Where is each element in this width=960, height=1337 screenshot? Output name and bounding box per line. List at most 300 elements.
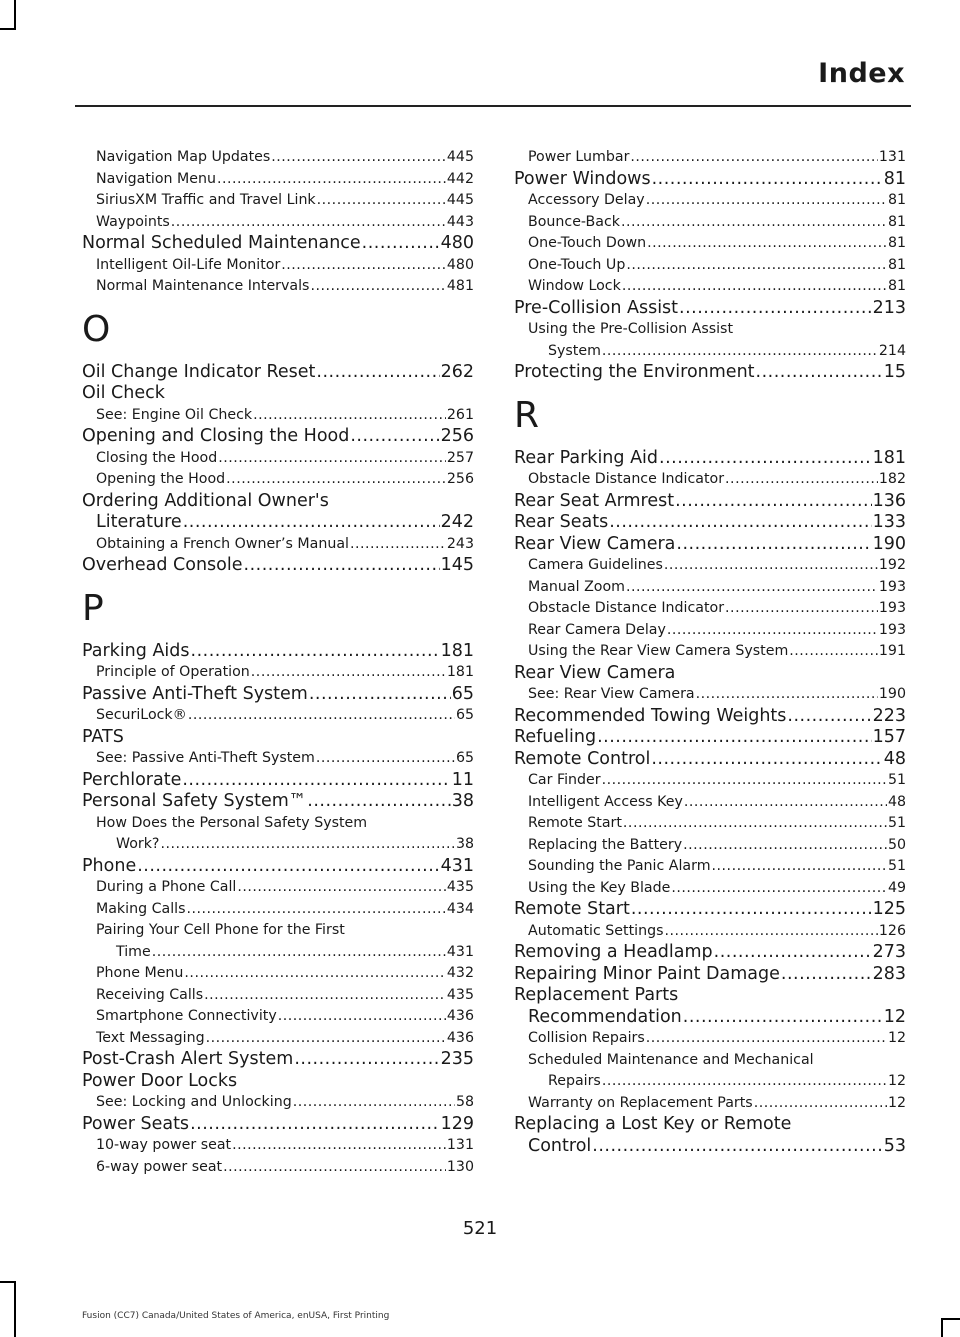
dot-leader — [671, 878, 887, 900]
page-reference: 48 — [883, 748, 906, 769]
entry-text: Parking Aids — [82, 640, 190, 661]
page-reference: 15 — [883, 362, 906, 382]
entry-text: Navigation Menu — [96, 170, 216, 187]
index-entry — [514, 534, 906, 556]
dot-leader — [293, 1092, 455, 1114]
entry-text: See: Rear View Camera — [528, 686, 695, 702]
page-reference: 65 — [451, 683, 474, 704]
dot-leader — [237, 877, 446, 899]
page-reference: 481 — [446, 278, 474, 294]
index-subentry — [514, 792, 906, 814]
index-entry — [514, 491, 906, 513]
index-subentry — [82, 662, 474, 684]
entry-text: System — [548, 342, 601, 359]
entry-text: Rear Parking Aid — [514, 447, 659, 468]
page-reference: 283 — [872, 963, 906, 984]
dot-leader — [725, 598, 878, 620]
dot-leader — [659, 448, 872, 470]
page-reference: 81 — [887, 213, 906, 230]
dot-leader — [664, 555, 878, 577]
entry-text: Obstacle Distance Indicator — [528, 471, 725, 487]
index-entry — [82, 426, 474, 448]
page-reference: 131 — [446, 1137, 474, 1153]
index-letter-heading: O — [82, 308, 111, 350]
crop-mark — [0, 28, 16, 30]
dot-leader — [756, 362, 883, 384]
page-number: 521 — [462, 1218, 498, 1239]
index-heading: Replacing a Lost Key or Remote — [514, 1114, 792, 1134]
entry-text: Oil Change Indicator Reset — [82, 361, 316, 382]
dot-leader — [316, 362, 439, 384]
page-reference: 181 — [872, 447, 906, 468]
index-subentry — [514, 1028, 906, 1050]
index-entry — [514, 749, 906, 771]
page-reference: 435 — [446, 986, 474, 1003]
index-entry — [514, 706, 906, 728]
dot-leader — [281, 255, 446, 277]
dot-leader — [652, 169, 883, 191]
entry-text: Phone — [82, 855, 137, 876]
index-subentry — [514, 921, 906, 943]
crop-mark — [941, 1318, 960, 1320]
index-subentry — [82, 963, 474, 985]
index-entry — [514, 298, 906, 320]
page-reference: 191 — [878, 643, 906, 659]
page-reference: 11 — [451, 769, 474, 790]
page-reference: 223 — [872, 705, 906, 726]
dot-leader — [602, 770, 887, 792]
dot-leader — [712, 856, 887, 878]
page-title: Index — [818, 58, 905, 89]
index-subentry: Using the Pre-Collision Assist — [528, 321, 734, 337]
page-reference: 53 — [883, 1135, 906, 1156]
entry-text: Normal Scheduled Maintenance — [82, 233, 361, 253]
page-reference: 214 — [878, 342, 906, 359]
page-reference: 81 — [887, 256, 906, 273]
dot-leader — [683, 1007, 883, 1029]
dot-leader — [621, 212, 887, 234]
page-reference: 49 — [887, 879, 906, 896]
entry-text: Remote Control — [514, 748, 651, 769]
entry-text: Car Finder — [528, 772, 601, 788]
page-reference: 81 — [887, 192, 906, 208]
dot-leader — [218, 448, 446, 470]
index-entry — [514, 1007, 906, 1029]
index-entry — [82, 1049, 474, 1071]
index-column-left — [82, 147, 474, 1178]
page-reference: 51 — [887, 858, 906, 874]
entry-text: SiriusXM Traffic and Travel Link — [96, 192, 316, 208]
page-reference: 257 — [446, 449, 474, 466]
index-subentry — [514, 813, 906, 835]
index-subentry — [514, 341, 906, 363]
page-reference: 81 — [887, 278, 906, 294]
entry-text: Literature — [96, 512, 182, 532]
entry-text: Manual Zoom — [528, 578, 625, 595]
index-entry — [82, 362, 474, 384]
dot-leader — [307, 791, 450, 813]
index-subentry — [514, 555, 906, 577]
page-reference: 443 — [446, 213, 474, 230]
page-reference: 12 — [887, 1073, 906, 1089]
index-subentry — [514, 641, 906, 663]
index-subentry — [514, 620, 906, 642]
page-reference: 242 — [440, 512, 474, 532]
page-reference: 181 — [440, 640, 474, 661]
index-subentry — [82, 834, 474, 856]
entry-text: Protecting the Environment — [514, 362, 755, 382]
page-reference: 262 — [440, 361, 474, 382]
index-entry — [82, 641, 474, 663]
index-subentry — [514, 1093, 906, 1115]
page-reference: 51 — [887, 815, 906, 831]
page-reference: 436 — [446, 1029, 474, 1046]
index-subentry — [514, 577, 906, 599]
index-entry — [82, 233, 474, 255]
page-reference: 445 — [446, 149, 474, 165]
dot-leader — [316, 748, 455, 770]
entry-text: Pre-Collision Assist — [514, 297, 679, 318]
page-reference: 50 — [887, 836, 906, 853]
crop-mark — [941, 1318, 943, 1337]
page-reference: 12 — [887, 1094, 906, 1111]
entry-text: Personal Safety System™ — [82, 791, 307, 811]
entry-text: Sounding the Panic Alarm — [528, 858, 711, 874]
page-reference: 182 — [878, 471, 906, 487]
index-column-right — [514, 147, 906, 1157]
footer-text: Fusion (CC7) Canada/United States of America, enUSA, First Printing — [82, 1311, 390, 1321]
dot-leader — [696, 684, 878, 706]
dot-leader — [592, 1136, 882, 1158]
index-subentry — [82, 255, 474, 277]
dot-leader — [630, 147, 878, 169]
page-reference: 235 — [440, 1049, 474, 1069]
index-heading: Oil Check — [82, 383, 165, 403]
dot-leader — [602, 1071, 887, 1093]
dot-leader — [232, 1135, 446, 1157]
crop-mark — [14, 1281, 16, 1337]
entry-text: Overhead Console — [82, 555, 243, 575]
dot-leader — [206, 1028, 446, 1050]
entry-text: Rear Camera Delay — [528, 621, 666, 638]
entry-text: Normal Maintenance Intervals — [96, 278, 310, 294]
dot-leader — [253, 405, 446, 427]
dot-leader — [350, 426, 439, 448]
dot-leader — [623, 813, 887, 835]
index-entry — [514, 169, 906, 191]
dot-leader — [188, 705, 455, 727]
page-reference: 38 — [455, 836, 474, 852]
page-reference: 256 — [440, 426, 474, 446]
index-subentry: Pairing Your Cell Phone for the First — [96, 922, 345, 938]
index-subentry — [82, 169, 474, 191]
dot-leader — [676, 534, 871, 556]
entry-text: Phone Menu — [96, 965, 184, 981]
entry-text: Power Seats — [82, 1113, 190, 1134]
dot-leader — [294, 1049, 439, 1071]
index-subentry — [82, 1135, 474, 1157]
index-heading: Power Door Locks — [82, 1070, 238, 1091]
index-subentry — [82, 469, 474, 491]
page-reference: 65 — [455, 707, 474, 723]
index-subentry — [82, 1006, 474, 1028]
dot-leader — [602, 341, 878, 363]
index-entry — [514, 964, 906, 986]
index-letter-heading: R — [514, 394, 540, 436]
dot-leader — [217, 169, 446, 191]
entry-text: Using the Key Blade — [528, 879, 671, 896]
dot-leader — [679, 298, 872, 320]
index-heading: Rear View Camera — [514, 662, 676, 683]
index-entry — [514, 899, 906, 921]
index-entry — [514, 727, 906, 749]
page-reference: 442 — [446, 170, 474, 187]
dot-leader — [251, 662, 446, 684]
index-subentry — [514, 255, 906, 277]
entry-text: Recommendation — [528, 1006, 682, 1027]
index-subentry — [82, 276, 474, 298]
page-reference: 434 — [446, 900, 474, 917]
page-reference: 432 — [446, 965, 474, 981]
dot-leader — [754, 1093, 887, 1115]
dot-leader — [204, 985, 446, 1007]
index-subentry: How Does the Personal Safety System — [96, 814, 368, 831]
index-entry — [82, 856, 474, 878]
index-subentry — [514, 469, 906, 491]
entry-text: See: Engine Oil Check — [96, 406, 253, 423]
page-reference: 193 — [878, 578, 906, 595]
entry-text: SecuriLock® — [96, 707, 187, 723]
page-reference: 125 — [872, 899, 906, 919]
page-reference: 243 — [446, 535, 474, 552]
page-reference: 131 — [878, 149, 906, 165]
entry-text: One-Touch Up — [528, 256, 626, 273]
entry-text: Intelligent Oil-Life Monitor — [96, 256, 281, 273]
index-subentry — [514, 878, 906, 900]
page-reference: 48 — [887, 793, 906, 810]
index-subentry — [82, 899, 474, 921]
page-reference: 193 — [878, 621, 906, 638]
page-reference: 12 — [887, 1030, 906, 1046]
index-subentry — [514, 856, 906, 878]
index-heading: PATS — [82, 726, 124, 747]
entry-text: Time — [116, 943, 151, 960]
index-subentry — [82, 1157, 474, 1179]
index-entry — [514, 512, 906, 534]
index-subentry — [82, 748, 474, 770]
dot-leader — [309, 684, 451, 706]
page-reference: 192 — [878, 557, 906, 573]
dot-leader — [310, 276, 445, 298]
page-reference: 38 — [451, 791, 474, 811]
index-subentry — [82, 1092, 474, 1114]
entry-text: Navigation Map Updates — [96, 149, 271, 165]
entry-text: Opening the Hood — [96, 471, 226, 487]
index-subentry — [514, 233, 906, 255]
page-reference: 190 — [872, 533, 906, 554]
dot-leader — [152, 942, 446, 964]
entry-text: Receiving Calls — [96, 986, 204, 1003]
dot-leader — [278, 1006, 446, 1028]
entry-text: Control — [528, 1135, 592, 1156]
dot-leader — [664, 921, 877, 943]
page-reference: 65 — [455, 750, 474, 766]
index-subentry: Scheduled Maintenance and Mechanical — [528, 1051, 814, 1068]
dot-leader — [667, 620, 878, 642]
entry-text: Text Messaging — [96, 1029, 205, 1046]
dot-leader — [631, 899, 872, 921]
entry-text: Obtaining a French Owner’s Manual — [96, 535, 349, 552]
page-reference: 81 — [887, 235, 906, 251]
entry-text: Waypoints — [96, 213, 170, 230]
index-entry — [514, 1136, 906, 1158]
dot-leader — [787, 706, 871, 728]
entry-text: Perchlorate — [82, 769, 182, 790]
page-reference: 145 — [440, 555, 474, 575]
entry-text: Making Calls — [96, 900, 186, 917]
page-reference: 431 — [446, 943, 474, 960]
index-heading: Ordering Additional Owner's — [82, 490, 329, 511]
index-subentry — [514, 276, 906, 298]
index-subentry — [82, 705, 474, 727]
dot-leader — [622, 276, 887, 298]
entry-text: Power Lumbar — [528, 149, 630, 165]
dot-leader — [190, 1114, 440, 1136]
page-reference: 51 — [887, 772, 906, 788]
dot-leader — [271, 147, 446, 169]
entry-text: Remote Start — [528, 815, 622, 831]
dot-leader — [223, 1157, 446, 1179]
page-reference: 129 — [440, 1113, 474, 1134]
entry-text: Repairing Minor Paint Damage — [514, 963, 780, 984]
dot-leader — [651, 749, 882, 771]
dot-leader — [646, 190, 887, 212]
index-subentry — [82, 448, 474, 470]
index-entry — [514, 362, 906, 384]
entry-text: Warranty on Replacement Parts — [528, 1094, 753, 1111]
index-entry — [514, 942, 906, 964]
page-reference: 431 — [440, 855, 474, 876]
page-reference: 445 — [446, 192, 474, 208]
entry-text: Replacing the Battery — [528, 836, 683, 853]
index-letter-heading: P — [82, 587, 104, 629]
dot-leader — [675, 491, 871, 513]
page-reference: 480 — [446, 256, 474, 273]
page-reference: 435 — [446, 879, 474, 895]
index-entry — [82, 555, 474, 577]
entry-text: Post-Crash Alert System — [82, 1049, 294, 1069]
index-subentry — [82, 877, 474, 899]
dot-leader — [183, 512, 440, 534]
dot-leader — [171, 212, 446, 234]
dot-leader — [182, 770, 450, 792]
index-entry — [82, 770, 474, 792]
page-reference: 157 — [872, 727, 906, 747]
dot-leader — [684, 792, 887, 814]
crop-mark — [14, 0, 16, 28]
entry-text: Work? — [116, 836, 160, 852]
entry-text: Using the Rear View Camera System — [528, 643, 789, 659]
index-subentry — [82, 985, 474, 1007]
entry-text: See: Locking and Unlocking — [96, 1094, 292, 1110]
entry-text: 6-way power seat — [96, 1158, 223, 1175]
index-subentry — [82, 147, 474, 169]
entry-text: Opening and Closing the Hood — [82, 426, 350, 446]
dot-leader — [646, 1028, 887, 1050]
dot-leader — [184, 963, 445, 985]
page-reference: 261 — [446, 406, 474, 423]
page-reference: 193 — [878, 600, 906, 616]
entry-text: Principle of Operation — [96, 664, 250, 680]
dot-leader — [781, 964, 872, 986]
entry-text: Collision Repairs — [528, 1030, 645, 1046]
index-entry — [82, 512, 474, 534]
entry-text: Rear View Camera — [514, 533, 676, 554]
entry-text: Remote Start — [514, 899, 630, 919]
dot-leader — [226, 469, 446, 491]
page-reference: 12 — [883, 1006, 906, 1027]
entry-text: Rear Seats — [514, 512, 609, 532]
entry-text: 10-way power seat — [96, 1137, 232, 1153]
dot-leader — [186, 899, 445, 921]
entry-text: Smartphone Connectivity — [96, 1008, 277, 1024]
entry-text: Obstacle Distance Indicator — [528, 600, 725, 616]
dot-leader — [137, 856, 439, 878]
index-entry — [82, 684, 474, 706]
page-reference: 181 — [446, 664, 474, 680]
page-reference: 81 — [883, 168, 906, 189]
page-reference: 213 — [872, 297, 906, 318]
page-reference: 436 — [446, 1008, 474, 1024]
entry-text: Closing the Hood — [96, 449, 218, 466]
entry-text: Removing a Headlamp — [514, 942, 713, 962]
entry-text: Intelligent Access Key — [528, 793, 683, 810]
dot-leader — [350, 534, 446, 556]
index-subentry — [82, 1028, 474, 1050]
entry-text: Repairs — [548, 1073, 601, 1089]
index-subentry — [514, 190, 906, 212]
dot-leader — [191, 641, 440, 663]
index-entry — [82, 791, 474, 813]
header-divider — [75, 105, 911, 107]
page-reference: 256 — [446, 471, 474, 487]
dot-leader — [362, 233, 440, 255]
entry-text: Automatic Settings — [528, 922, 664, 939]
dot-leader — [725, 469, 878, 491]
entry-text: Window Lock — [528, 278, 621, 294]
index-subentry — [82, 212, 474, 234]
dot-leader — [626, 577, 878, 599]
dot-leader — [317, 190, 446, 212]
entry-text: Camera Guidelines — [528, 557, 663, 573]
page-reference: 133 — [872, 512, 906, 532]
entry-text: Power Windows — [514, 168, 651, 189]
entry-text: See: Passive Anti-Theft System — [96, 750, 315, 766]
entry-text: Bounce-Back — [528, 213, 620, 230]
dot-leader — [789, 641, 878, 663]
index-subentry — [82, 190, 474, 212]
page-reference: 480 — [440, 233, 474, 253]
entry-text: Rear Seat Armrest — [514, 490, 675, 511]
page-reference: 273 — [872, 942, 906, 962]
dot-leader — [626, 255, 887, 277]
index-subentry — [514, 684, 906, 706]
index-subentry — [514, 835, 906, 857]
dot-leader — [597, 727, 872, 749]
entry-text: During a Phone Call — [96, 879, 237, 895]
index-subentry — [514, 147, 906, 169]
index-entry — [82, 1114, 474, 1136]
